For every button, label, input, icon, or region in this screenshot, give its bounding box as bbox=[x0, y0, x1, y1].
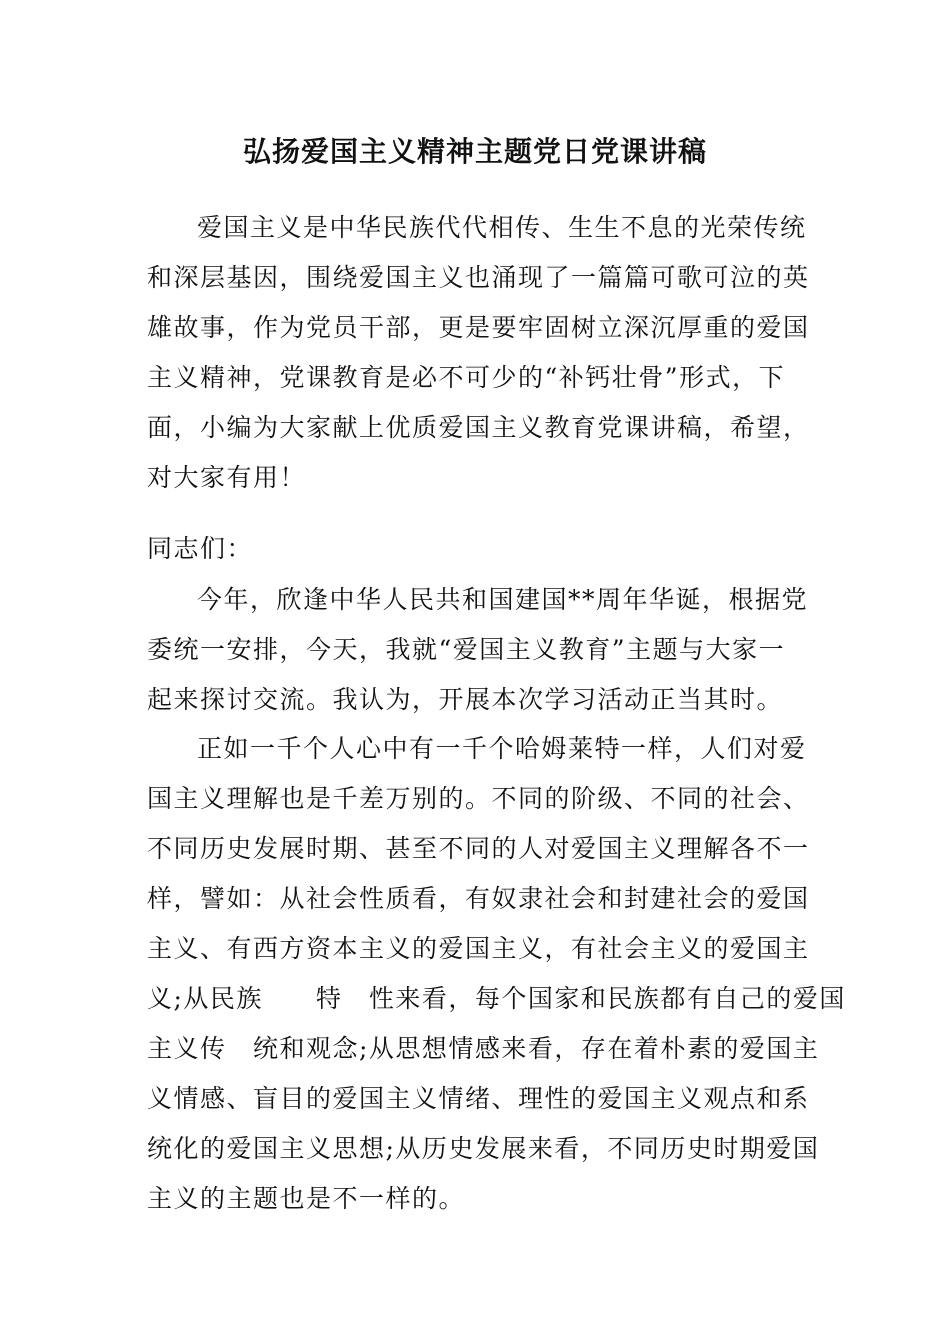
body-paragraph-2 bbox=[147, 724, 846, 1224]
intro-paragraph bbox=[147, 203, 810, 503]
paragraph-line: 主义传 统和观念;从思想情感来看，存在着朴素的爱国主 bbox=[147, 1034, 820, 1063]
paragraph-line: 主义精神，党课教育是必不可少的“补钙壮骨”形式，下 bbox=[147, 363, 786, 392]
body-paragraph-1 bbox=[147, 575, 807, 725]
paragraph-line: 义情感、盲目的爱国主义情绪、理性的爱国主义观点和系 bbox=[147, 1084, 810, 1113]
paragraph-line: 样，譬如：从社会性质看，有奴隶社会和封建社会的爱国 bbox=[147, 884, 810, 913]
paragraph-line: 对大家有用！ bbox=[147, 463, 307, 492]
paragraph-line: 不同历史发展时期、甚至不同的人对爱国主义理解各不一 bbox=[147, 834, 810, 863]
salutation bbox=[147, 524, 807, 574]
paragraph-line: 正如一千个人心中有一千个哈姆莱特一样，人们对爱 bbox=[197, 734, 807, 763]
paragraph-line: 主义、有西方资本主义的爱国主义，有社会主义的爱国主 bbox=[147, 934, 810, 963]
paragraph-line: 和深层基因，围绕爱国主义也涌现了一篇篇可歌可泣的英 bbox=[147, 263, 810, 292]
paragraph-line: 起来探讨交流。我认为，开展本次学习活动正当其时。 bbox=[147, 685, 784, 714]
salutation-text: 同志们： bbox=[147, 534, 254, 563]
paragraph-line: 雄故事，作为党员干部，更是要牢固树立深沉厚重的爱国 bbox=[147, 313, 810, 342]
paragraph-line: 今年，欣逢中华人民共和国建国**周年华诞，根据党 bbox=[197, 585, 809, 614]
document-title: 弘扬爱国主义精神主题党日党课讲稿 bbox=[242, 135, 707, 168]
paragraph-line: 面，小编为大家献上优质爱国主义教育党课讲稿，希望， bbox=[147, 413, 810, 442]
paragraph-line: 统化的爱国主义思想;从历史发展来看，不同历史时期爱国 bbox=[147, 1134, 820, 1163]
paragraph-line: 国主义理解也是千差万别的。不同的阶级、不同的社会、 bbox=[147, 784, 810, 813]
paragraph-line: 委统一安排，今天，我就“爱国主义教育”主题与大家一 bbox=[147, 635, 786, 664]
paragraph-line: 义;从民族 特 性来看，每个国家和民族都有自己的爱国 bbox=[147, 984, 846, 1013]
paragraph-line: 主义的主题也是不一样的。 bbox=[147, 1184, 466, 1213]
paragraph-line: 爱国主义是中华民族代代相传、生生不息的光荣传统 bbox=[197, 213, 807, 242]
